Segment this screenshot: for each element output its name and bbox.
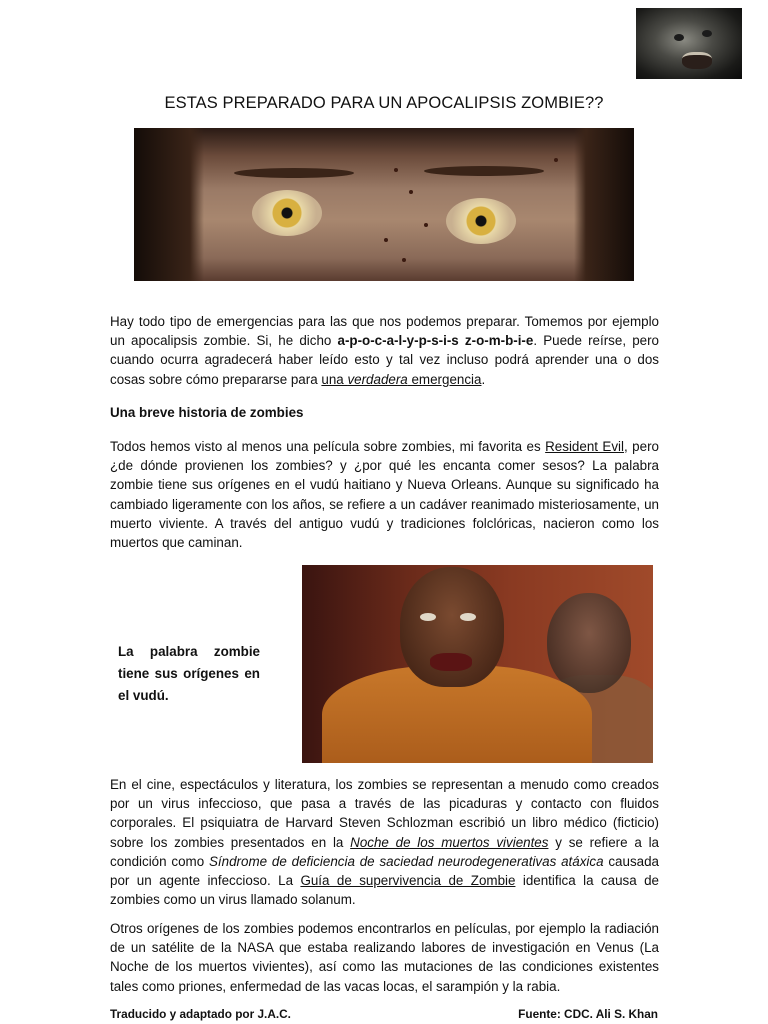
- photo-brow: [234, 168, 354, 178]
- noche-link[interactable]: Noche de los muertos vivientes: [350, 834, 549, 850]
- intro-link[interactable]: emergencia: [407, 371, 482, 387]
- resident-evil-link[interactable]: Resident Evil: [545, 439, 625, 454]
- photo-mouth: [682, 52, 712, 69]
- photo-eye: [702, 30, 712, 37]
- guia-link[interactable]: Guía de supervivencia de Zombie: [300, 873, 516, 889]
- intro-emphasis: a-p-o-c-a-l-y-p-s-i-s z-o-m-b-i-e: [337, 333, 534, 349]
- intro-text: .: [481, 371, 486, 387]
- page-title: ESTAS PREPARADO PARA UN APOCALIPSIS ZOMBIE??: [164, 94, 604, 112]
- intro-paragraph: [110, 312, 659, 389]
- history-text: , pero ¿de dónde provienen los zombies? y ¿por qué les encanta comer sesos? La palabra zombie tiene sus orígenes en el vudú haitiano y Nueva Orleans. Aunque su significado ha cambiado ligeramente con los años, se refiere a un cadáver reanimado misteriosamente, un muerto viviente. A través del antiguo vudú y tradiciones folclóricas, nacieron como los muertos que caminan.: [110, 439, 659, 551]
- intro-link[interactable]: una: [321, 371, 348, 387]
- photo-spot: [394, 168, 398, 172]
- zombie-eyes-photo: [134, 128, 634, 281]
- cinema-text: identifica la causa de zombies como un virus llamado solanum.: [110, 873, 659, 908]
- photo-spot: [424, 223, 428, 227]
- photo-eye-left: [252, 190, 322, 236]
- history-text: Todos hemos visto al menos una película sobre zombies, mi favorita es: [110, 439, 546, 454]
- photo-hair: [574, 128, 634, 281]
- photo-eye: [674, 34, 684, 41]
- corner-zombie-photo: [636, 8, 742, 79]
- footer-source: Fuente: CDC. Ali S. Khan: [518, 1007, 658, 1021]
- cinema-text: En el cine, espectáculos y literatura, los zombies se representan a menudo como creados por un virus infeccioso, que pasa a través de las picaduras y contacto con fluidos corporales. El psiquiatra de Harvard Steven Schlozman escribió un libro médico (ficticio) sobre los zombies presentados en la: [110, 777, 659, 850]
- image-caption: La palabra zombie tiene sus orígenes en el vudú.: [118, 644, 260, 703]
- photo-eye: [420, 613, 436, 621]
- origins-paragraph: [110, 919, 659, 996]
- intro-link-italic[interactable]: verdadera: [347, 371, 408, 387]
- photo-spot: [554, 158, 558, 162]
- section-heading: Una breve historia de zombies: [110, 405, 304, 420]
- photo-mouth: [430, 653, 472, 671]
- syndrome-name: Síndrome de deficiencia de saciedad neurodegenerativas atáxica: [209, 853, 604, 869]
- history-paragraph: [110, 437, 659, 552]
- cinema-text: y se refiere a la condición como: [110, 834, 659, 869]
- zombies-film-photo: [302, 565, 653, 763]
- origins-text: Otros orígenes de los zombies podemos encontrarlos en películas, por ejemplo la radiación de un satélite de la NASA que estaba realizando labores de investigación en Venus (La Noche de los muertos vivientes), así como las mutaciones de las condiciones existentes tales como priones, enfermedad de las vacas locas, el sarampión y la rabia.: [110, 921, 659, 994]
- photo-hair: [134, 128, 204, 281]
- intro-text: . Puede reírse, pero cuando ocurra agradecerá haber leído esto y tal vez incluso podrá aprender una o dos cosas sobre cómo prepararse para: [110, 333, 659, 387]
- intro-text: Hay todo tipo de emergencias para las que nos podemos preparar. Tomemos por ejemplo un apocalipsis zombie. Si, he dicho: [110, 314, 659, 349]
- photo-spot: [402, 258, 406, 262]
- photo-figure: [547, 593, 631, 693]
- cinema-text: causada por un agente infeccioso. La: [110, 853, 659, 889]
- photo-eye-right: [446, 198, 516, 244]
- footer-credit: Traducido y adaptado por J.A.C.: [110, 1007, 291, 1021]
- photo-eye: [460, 613, 476, 621]
- photo-brow: [424, 166, 544, 176]
- photo-spot: [384, 238, 388, 242]
- photo-spot: [409, 190, 413, 194]
- cinema-paragraph: [110, 775, 659, 909]
